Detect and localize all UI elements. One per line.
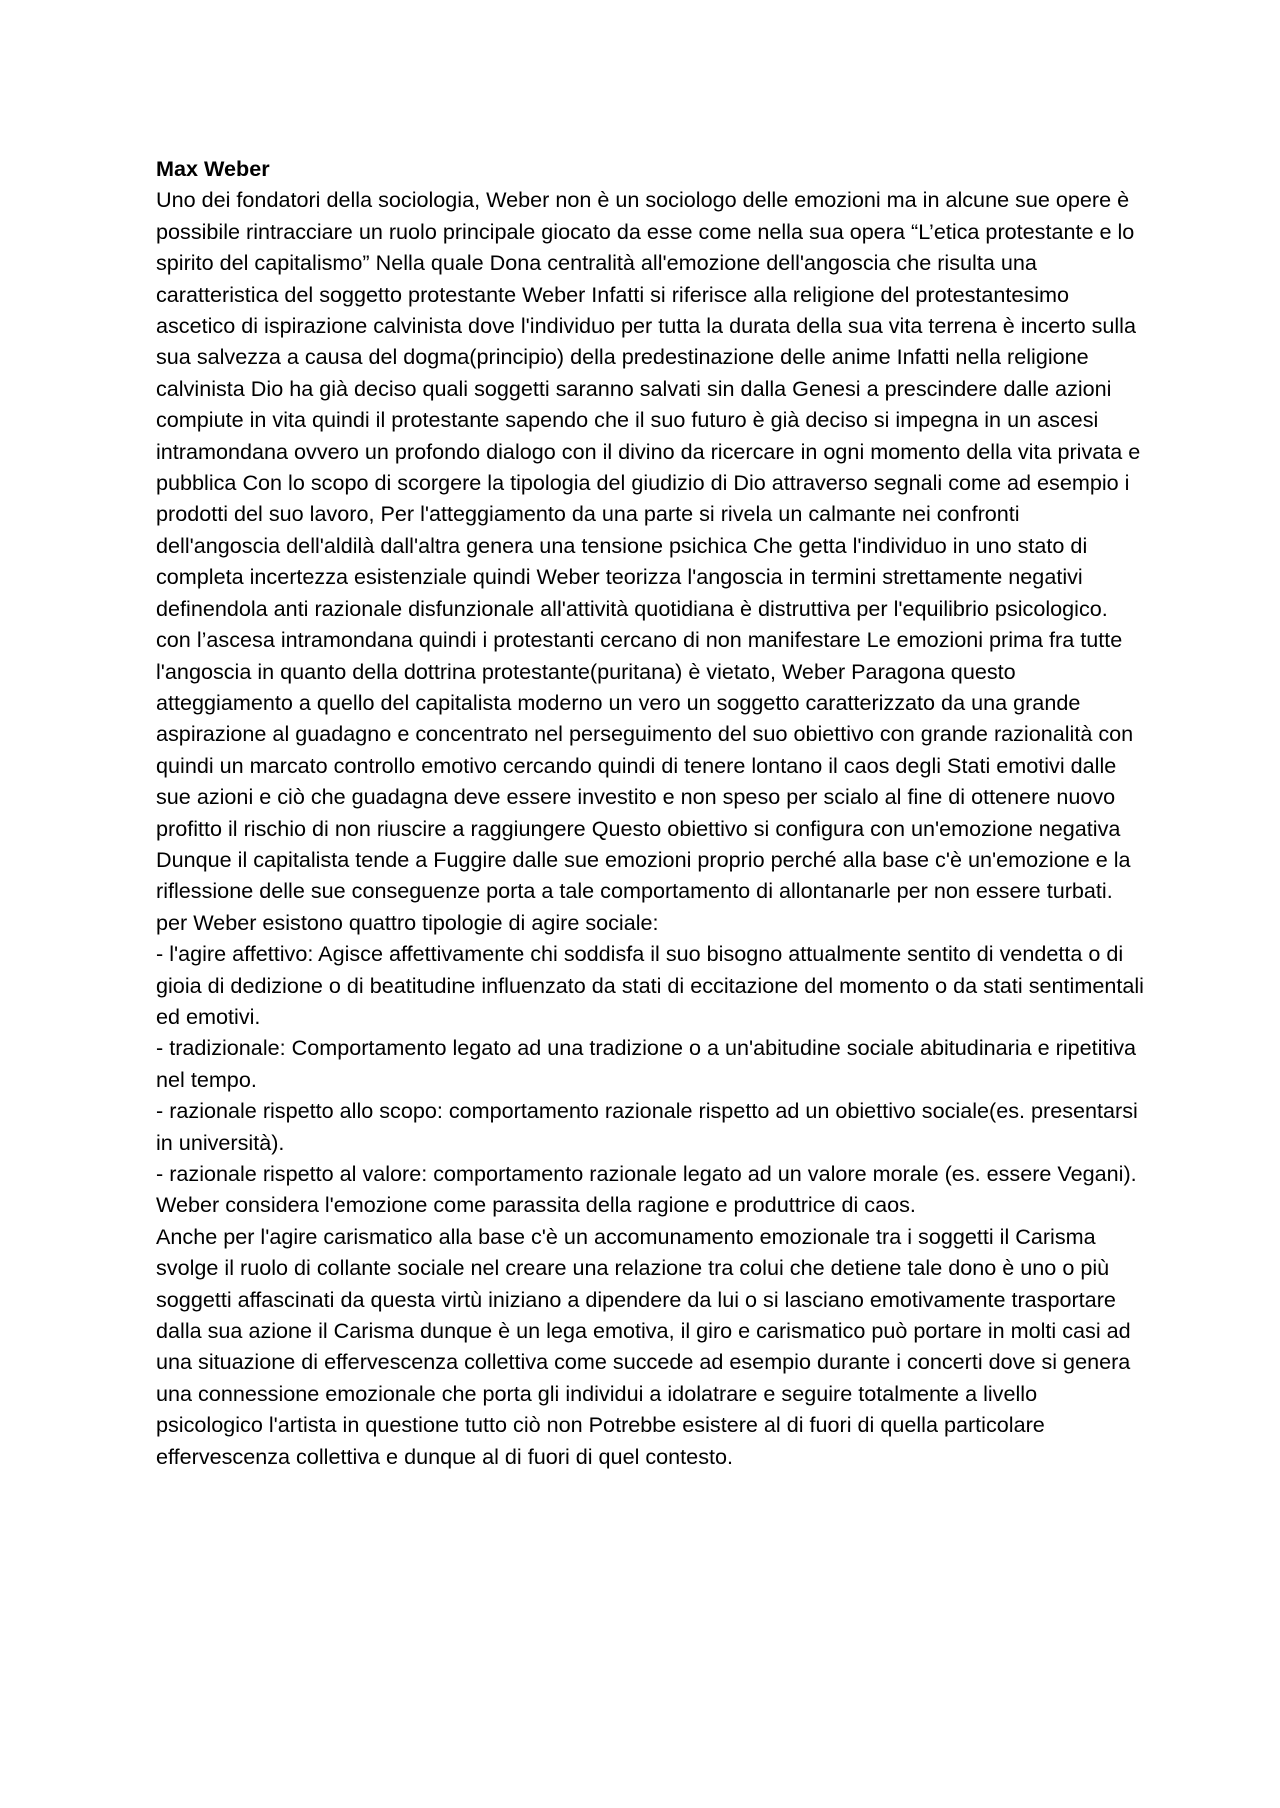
list-item-affettivo: - l'agire affettivo: Agisce affettivamente chi soddisfa il suo bisogno attualmente sentito di vendetta o di gioia di dedizione o di beatitudine influenzato da stati di eccitazione del momento o da stati sentimentali ed emotivi.	[156, 941, 1144, 1029]
paragraph-charisma: Anche per l'agire carismatico alla base c'è un accomunamento emozionale tra i soggetti il Carisma svolge il ruolo di collante sociale nel creare una relazione tra colui che detiene tale dono è uno o più soggetti affascinati da questa virtù iniziano a dipendere da lui o si lasciano emotivamente trasportare dalla sua azione il Carisma dunque è un lega emotiva, il giro e carismatico può portare in molti casi ad una situazione di effervescenza collettiva come succede ad esempio durante i concerti dove si genera una connessione emozionale che porta gli individui a idolatrare e seguire totalmente a livello psicologico l'artista in questione tutto ciò non Potrebbe esistere al di fuori di quella particolare effervescenza collettiva e dunque al di fuori di quel contesto.	[156, 1223, 1131, 1469]
document-title: Max Weber	[156, 156, 270, 181]
list-item-tradizionale: - tradizionale: Comportamento legato ad una tradizione o a un'abitudine sociale abitudinaria e ripetitiva nel tempo.	[156, 1035, 1137, 1092]
paragraph-types-heading: per Weber esistono quattro tipologie di agire sociale:	[156, 909, 659, 935]
list-item-razionale-scopo: - razionale rispetto allo scopo: comportamento razionale rispetto ad un obiettivo sociale(es. presentarsi in università).	[156, 1098, 1138, 1155]
paragraph-intro: Uno dei fondatori della sociologia, Weber non è un sociologo delle emozioni ma in alcune sue opere è possibile rintracciare un ruolo principale giocato da esse come nella sua opera “L’etica protestante e lo spirito del capitalismo” Nella quale Dona centralità all'emozione dell'angoscia che risulta una caratteristica del soggetto protestante Weber Infatti si riferisce alla religione del protestantesimo ascetico di ispirazione calvinista dove l'individuo per tutta la durata della sua vita terrena è incerto sulla sua salvezza a causa del dogma(principio) della predestinazione delle anime Infatti nella religione calvinista Dio ha già deciso quali soggetti saranno salvati sin dalla Genesi a prescindere dalle azioni compiute in vita quindi il protestante sapendo che il suo futuro è già deciso si impegna in un ascesi intramondana ovvero un profondo dialogo con il divino da ricercare in ogni momento della vita privata e pubblica Con lo scopo di scorgere la tipologia del giudizio di Dio attraverso segnali come ad esempio i prodotti del suo lavoro, Per l'atteggiamento da una parte si rivela un calmante nei confronti dell'angoscia dell'aldilà dall'altra genera una tensione psichica Che getta l'individuo in uno stato di completa incertezza esistenziale quindi Weber teorizza l'angoscia in termini strettamente negativi definendola anti razionale disfunzionale all'attività quotidiana è distruttiva per l'equilibrio psicologico. con l’ascesa intramondana quindi i protestanti cercano di non manifestare Le emozioni prima fra tutte l'angoscia in quanto della dottrina protestante(puritana) è vietato, Weber Paragona questo atteggiamento a quello del capitalista moderno un vero un soggetto caratterizzato da una grande aspirazione al guadagno e concentrato nel perseguimento del suo obiettivo con grande razionalità con quindi un marcato controllo emotivo cercando quindi di tenere lontano il caos degli Stati emotivi dalle sue azioni e ciò che guadagna deve essere investito e non speso per scialo al fine di ottenere nuovo profitto il rischio di non riuscire a raggiungere Questo obiettivo si configura con un'emozione negativa Dunque il capitalista tende a Fuggire dalle sue emozioni proprio perché alla base c'è un'emozione e la riflessione delle sue conseguenze porta a tale comportamento di allontanarle per non essere turbati.	[156, 187, 1141, 904]
document-page	[156, 153, 1146, 1472]
list-item-razionale-valore: - razionale rispetto al valore: comportamento razionale legato ad un valore morale (es. essere Vegani).	[156, 1161, 1137, 1186]
paragraph-emotion-parasite: Weber considera l'emozione come parassita della ragione e produttrice di caos.	[156, 1192, 916, 1218]
